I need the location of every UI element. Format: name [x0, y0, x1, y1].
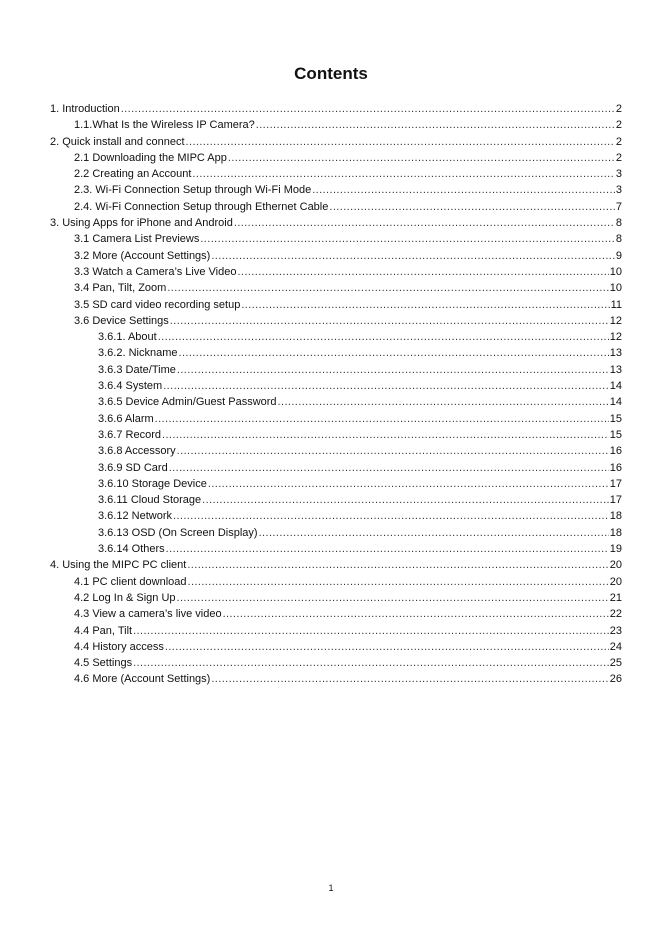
- toc-entry-page: 2: [615, 151, 622, 164]
- toc-entry[interactable]: [0, 119, 662, 135]
- toc-entry[interactable]: [0, 250, 662, 266]
- toc-entry[interactable]: [0, 136, 662, 152]
- toc-entry-page: 12: [609, 314, 622, 327]
- dot-leader: [165, 641, 609, 654]
- dot-leader: [192, 168, 614, 181]
- toc-entry[interactable]: [0, 673, 662, 689]
- toc-entry-page: 20: [609, 575, 622, 588]
- dot-leader: [167, 282, 608, 295]
- toc-entry[interactable]: [0, 413, 662, 429]
- toc-entry[interactable]: [0, 462, 662, 478]
- toc-entry-title: 3.6.14 Others: [98, 543, 165, 556]
- dot-leader: [211, 673, 608, 686]
- table-of-contents: [0, 103, 662, 690]
- toc-entry-page: 8: [615, 217, 622, 230]
- dot-leader: [202, 494, 609, 507]
- toc-entry-title: 3.6.10 Storage Device: [98, 477, 207, 490]
- toc-entry-page: 14: [609, 380, 622, 393]
- toc-entry-title: 4.5 Settings: [74, 657, 133, 670]
- toc-entry-title: 3.5 SD card video recording setup: [74, 298, 241, 311]
- toc-entry-title: 2.2 Creating an Account: [74, 168, 192, 181]
- toc-entry-page: 2: [615, 135, 622, 148]
- toc-entry-title: 3.6.11 Cloud Storage: [98, 494, 202, 507]
- dot-leader: [228, 152, 615, 165]
- dot-leader: [155, 413, 609, 426]
- toc-entry-page: 10: [609, 265, 622, 278]
- dot-leader: [223, 608, 609, 621]
- toc-entry[interactable]: [0, 559, 662, 575]
- toc-entry-page: 19: [609, 543, 622, 556]
- toc-entry-page: 17: [609, 494, 622, 507]
- toc-entry-title: 2.3. Wi-Fi Connection Setup through Wi-Fi Mode: [74, 184, 312, 197]
- toc-entry-page: 24: [609, 640, 622, 653]
- toc-entry-title: 3.6.5 Device Admin/Guest Password: [98, 396, 277, 409]
- toc-entry-title: 3.6.4 System: [98, 380, 163, 393]
- toc-entry-title: 2. Quick install and connect: [50, 135, 185, 148]
- toc-entry-title: 4.4 Pan, Tilt: [74, 624, 133, 637]
- toc-entry-page: 23: [609, 624, 622, 637]
- dot-leader: [187, 559, 608, 572]
- toc-entry-page: 26: [609, 673, 622, 686]
- dot-leader: [173, 510, 609, 523]
- toc-entry-title: 3.6.2. Nickname: [98, 347, 178, 360]
- toc-entry-page: 18: [609, 526, 622, 539]
- toc-entry[interactable]: [0, 576, 662, 592]
- toc-entry-title: 3.1 Camera List Previews: [74, 233, 200, 246]
- dot-leader: [200, 233, 615, 246]
- toc-entry[interactable]: [0, 543, 662, 559]
- toc-entry-page: 2: [615, 119, 622, 132]
- toc-entry[interactable]: [0, 347, 662, 363]
- toc-entry-title: 3.6.12 Network: [98, 510, 172, 523]
- toc-entry[interactable]: [0, 592, 662, 608]
- toc-entry[interactable]: [0, 625, 662, 641]
- dot-leader: [177, 364, 609, 377]
- toc-entry-title: 3.2 More (Account Settings): [74, 249, 211, 262]
- dot-leader: [259, 527, 609, 540]
- toc-entry-page: 2: [615, 103, 622, 115]
- dot-leader: [169, 462, 609, 475]
- toc-entry-page: 16: [609, 461, 622, 474]
- page-number: 1: [328, 883, 334, 893]
- toc-entry-title: 3.6.7 Record: [98, 428, 161, 441]
- dot-leader: [211, 250, 615, 263]
- toc-entry-title: 3.4 Pan, Tilt, Zoom: [74, 282, 167, 295]
- dot-leader: [278, 396, 609, 409]
- dot-leader: [133, 657, 609, 670]
- dot-leader: [163, 380, 609, 393]
- toc-entry[interactable]: [0, 168, 662, 184]
- toc-entry[interactable]: [0, 494, 662, 510]
- dot-leader: [186, 136, 615, 149]
- toc-entry[interactable]: [0, 266, 662, 282]
- dot-leader: [166, 543, 609, 556]
- toc-entry-page: 15: [609, 428, 622, 441]
- toc-entry-title: 1.1.What Is the Wireless IP Camera?: [74, 119, 255, 132]
- toc-entry-page: 13: [609, 347, 622, 360]
- toc-entry[interactable]: [0, 429, 662, 445]
- toc-entry-page: 11: [610, 298, 622, 311]
- toc-entry-page: 21: [609, 591, 622, 604]
- dot-leader: [234, 217, 615, 230]
- toc-entry[interactable]: [0, 657, 662, 673]
- dot-leader: [170, 315, 609, 328]
- page-title: Contents: [294, 64, 368, 83]
- dot-leader: [121, 103, 615, 116]
- toc-entry-title: 4.1 PC client download: [74, 575, 187, 588]
- toc-entry[interactable]: [0, 201, 662, 217]
- toc-entry[interactable]: [0, 184, 662, 200]
- toc-entry[interactable]: [0, 331, 662, 347]
- toc-entry-title: 4.6 More (Account Settings): [74, 673, 211, 686]
- toc-entry-page: 3: [615, 168, 622, 181]
- dot-leader: [178, 347, 608, 360]
- toc-entry-title: 2.1 Downloading the MIPC App: [74, 151, 227, 164]
- toc-entry[interactable]: [0, 445, 662, 461]
- toc-entry[interactable]: [0, 380, 662, 396]
- toc-entry-page: 16: [609, 445, 622, 458]
- toc-entry[interactable]: [0, 608, 662, 624]
- toc-entry-page: 3: [615, 184, 622, 197]
- toc-entry[interactable]: [0, 282, 662, 298]
- toc-entry-title: 2.4. Wi-Fi Connection Setup through Ethernet Cable: [74, 200, 329, 213]
- dot-leader: [177, 445, 609, 458]
- toc-entry-title: 4.2 Log In & Sign Up: [74, 591, 176, 604]
- toc-entry-page: 22: [609, 608, 622, 621]
- toc-entry-page: 13: [609, 363, 622, 376]
- toc-entry-title: 3.6.9 SD Card: [98, 461, 168, 474]
- toc-entry-page: 14: [609, 396, 622, 409]
- dot-leader: [208, 478, 609, 491]
- toc-entry[interactable]: [0, 315, 662, 331]
- toc-entry[interactable]: [0, 510, 662, 526]
- dot-leader: [188, 576, 609, 589]
- toc-entry-page: 7: [615, 200, 622, 213]
- toc-entry[interactable]: [0, 527, 662, 543]
- toc-entry-title: 4.3 View a camera’s live video: [74, 608, 222, 621]
- toc-entry[interactable]: [0, 233, 662, 249]
- dot-leader: [237, 266, 608, 279]
- toc-entry-title: 3.6.6 Alarm: [98, 412, 154, 425]
- dot-leader: [312, 184, 615, 197]
- dot-leader: [158, 331, 609, 344]
- toc-entry-page: 8: [615, 233, 622, 246]
- toc-entry-title: 3.3 Watch a Camera’s Live Video: [74, 265, 237, 278]
- dot-leader: [256, 119, 615, 132]
- toc-entry-title: 4. Using the MIPC PC client: [50, 559, 187, 572]
- toc-entry-title: 3. Using Apps for iPhone and Android: [50, 217, 233, 230]
- toc-entry-page: 20: [609, 559, 622, 572]
- dot-leader: [162, 429, 609, 442]
- toc-entry[interactable]: [0, 299, 662, 315]
- toc-entry-title: 3.6.3 Date/Time: [98, 363, 176, 376]
- dot-leader: [241, 299, 609, 312]
- toc-entry-title: 3.6.8 Accessory: [98, 445, 176, 458]
- toc-entry[interactable]: [0, 364, 662, 380]
- toc-entry-page: 18: [609, 510, 622, 523]
- toc-entry-page: 17: [609, 477, 622, 490]
- dot-leader: [329, 201, 615, 214]
- toc-entry-page: 15: [609, 412, 622, 425]
- toc-entry-title: 4.4 History access: [74, 640, 164, 653]
- dot-leader: [133, 625, 609, 638]
- toc-entry-page: 25: [609, 657, 622, 670]
- toc-entry[interactable]: [0, 103, 662, 119]
- toc-entry-page: 10: [609, 282, 622, 295]
- toc-entry[interactable]: [0, 152, 662, 168]
- toc-entry[interactable]: [0, 641, 662, 657]
- toc-entry[interactable]: [0, 396, 662, 412]
- toc-entry-page: 12: [609, 331, 622, 344]
- toc-entry-page: 9: [615, 249, 622, 262]
- toc-entry-title: 1. Introduction: [50, 103, 120, 115]
- dot-leader: [177, 592, 609, 605]
- toc-entry[interactable]: [0, 217, 662, 233]
- toc-entry[interactable]: [0, 478, 662, 494]
- toc-entry-title: 3.6.13 OSD (On Screen Display): [98, 526, 258, 539]
- toc-entry-title: 3.6 Device Settings: [74, 314, 169, 327]
- toc-entry-title: 3.6.1. About: [98, 331, 157, 344]
